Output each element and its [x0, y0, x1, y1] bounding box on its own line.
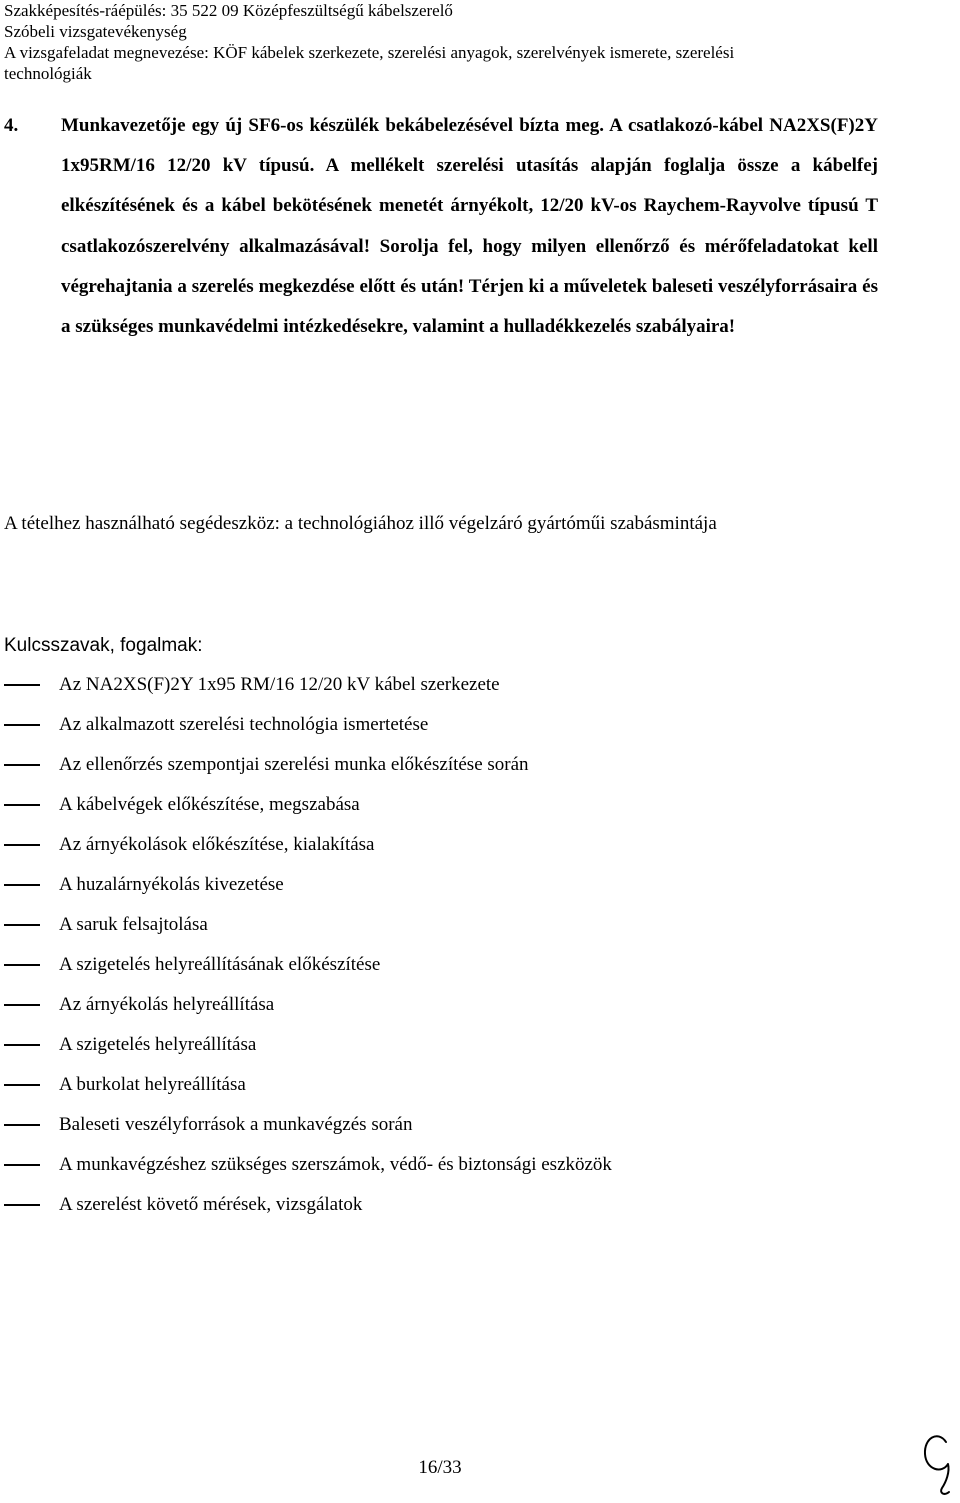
list-item	[4, 1105, 612, 1145]
page-header	[4, 0, 904, 84]
page-number: 16/33	[418, 1457, 462, 1478]
list-item	[4, 985, 612, 1025]
list-item	[4, 865, 612, 905]
dash-icon	[4, 964, 40, 966]
list-item	[4, 1145, 612, 1185]
keyword-text: A huzalárnyékolás kivezetése	[59, 874, 284, 895]
keyword-text: A szerelést követő mérések, vizsgálatok	[59, 1194, 363, 1215]
dash-icon	[4, 1204, 40, 1206]
list-item	[4, 905, 612, 945]
keyword-text: A burkolat helyreállítása	[59, 1074, 246, 1095]
task-number: 4.	[4, 115, 19, 136]
list-item	[4, 825, 612, 865]
list-item	[4, 945, 612, 985]
dash-icon	[4, 844, 40, 846]
keyword-text: A saruk felsajtolása	[59, 914, 208, 935]
keyword-text: Az NA2XS(F)2Y 1x95 RM/16 12/20 kV kábel szerkezete	[59, 674, 500, 695]
dash-icon	[4, 724, 40, 726]
task-text: Munkavezetője egy új SF6-os készülék bekábelezésével bízta meg. A csatlakozó-kábel NA2XS(F)2Y 1x95RM/16 12/20 kV típusú. A mellékelt szerelési utasítás alapján foglalja össze a kábelfej elkészítésének és a kábel bekötésének menetét árnyékolt, 12/20 kV-os Raychem-Rayvolve típusú T csatlakozószerelvény alkalmazásával! Sorolja fel, hogy milyen ellenőrző és mérőfeladatokat kell végrehajtania a szerelés megkezdése előtt és után! Térjen ki a műveletek baleseti veszélyforrásaira és a szükséges munkavédelmi intézkedésekre, valamint a hulladékkezelés szabályaira!	[61, 115, 878, 338]
keyword-text: Baleseti veszélyforrások a munkavégzés során	[59, 1114, 413, 1135]
dash-icon	[4, 684, 40, 686]
list-item	[4, 1025, 612, 1065]
dash-icon	[4, 804, 40, 806]
dash-icon	[4, 1164, 40, 1166]
dash-icon	[4, 924, 40, 926]
list-item	[4, 705, 612, 745]
task-block	[4, 106, 878, 347]
keyword-text: Az árnyékolások előkészítése, kialakítása	[59, 834, 375, 855]
dash-icon	[4, 1124, 40, 1126]
signature-icon	[916, 1420, 956, 1500]
list-item	[4, 745, 612, 785]
header-task-name-cont: technológiák	[4, 64, 92, 83]
keyword-text: Az árnyékolás helyreállítása	[59, 994, 275, 1015]
keyword-text: Az ellenőrzés szempontjai szerelési munka előkészítése során	[59, 754, 529, 775]
keyword-text: Az alkalmazott szerelési technológia ismertetése	[59, 714, 429, 735]
keywords-title: Kulcsszavak, fogalmak:	[4, 635, 203, 656]
dash-icon	[4, 1084, 40, 1086]
keyword-text: A szigetelés helyreállítása	[59, 1034, 257, 1055]
dash-icon	[4, 1004, 40, 1006]
dash-icon	[4, 1044, 40, 1046]
keyword-text: A kábelvégek előkészítése, megszabása	[59, 794, 360, 815]
header-task-name: A vizsgafeladat megnevezése: KÖF kábelek szerkezete, szerelési anyagok, szerelvények ismerete, szerelési	[4, 43, 735, 62]
list-item	[4, 1185, 612, 1225]
keywords-list	[4, 665, 612, 1225]
list-item	[4, 1065, 612, 1105]
list-item	[4, 785, 612, 825]
keyword-text: A szigetelés helyreállításának előkészítése	[59, 954, 381, 975]
dash-icon	[4, 884, 40, 886]
list-item	[4, 665, 612, 705]
keyword-text: A munkavégzéshez szükséges szerszámok, védő- és biztonsági eszközök	[59, 1154, 612, 1175]
dash-icon	[4, 764, 40, 766]
header-exam-type: Szóbeli vizsgatevékenység	[4, 22, 187, 41]
header-qualification: Szakképesítés-ráépülés: 35 522 09 Középfeszültségű kábelszerelő	[4, 1, 453, 20]
tool-text: A tételhez használható segédeszköz: a technológiához illő végelzáró gyártóműi szabásmintája	[4, 513, 717, 534]
